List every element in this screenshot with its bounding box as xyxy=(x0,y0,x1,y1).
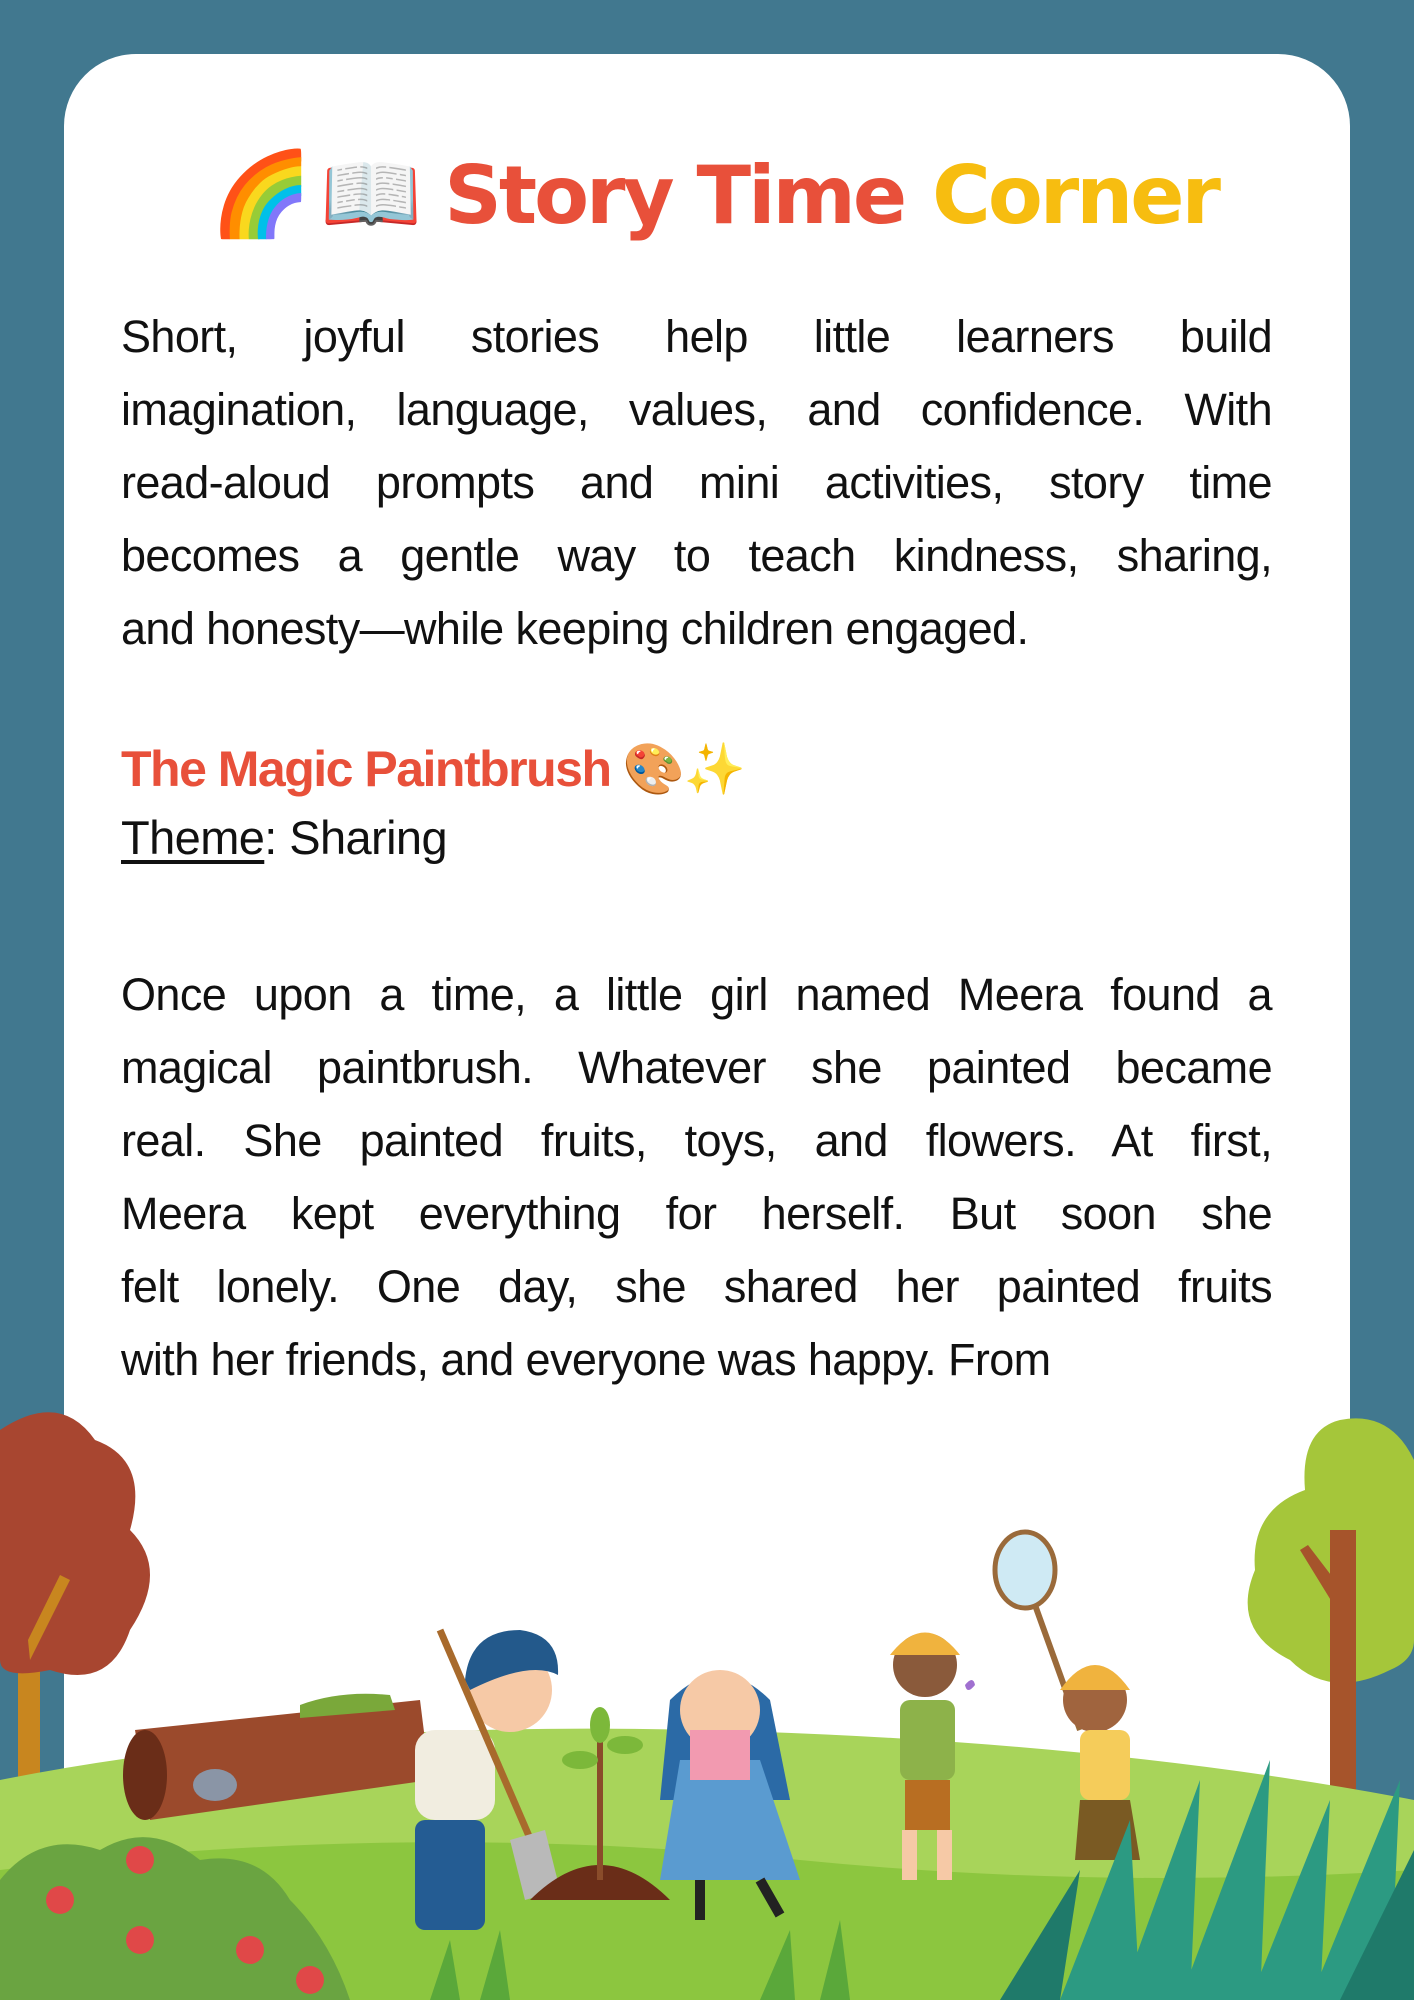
theme-separator: : xyxy=(264,811,277,864)
story-theme xyxy=(121,810,447,865)
intro-line: read-aloud prompts and mini activities, story time xyxy=(121,457,1272,508)
title-story-time: Story Time xyxy=(444,148,905,242)
palette-sparkles-icon: 🎨✨ xyxy=(622,741,745,797)
story-title xyxy=(121,740,744,799)
story-paragraph xyxy=(121,958,1272,1396)
book-icon: 📖 xyxy=(320,149,423,240)
story-line: magical paintbrush. Whatever she painted became xyxy=(121,1042,1272,1093)
theme-label: Theme xyxy=(121,811,265,864)
story-line: Meera kept everything for herself. But soon she xyxy=(121,1188,1272,1239)
intro-line: and honesty—while keeping children engaged. xyxy=(121,603,1029,654)
title-corner: Corner xyxy=(932,148,1218,242)
page-title xyxy=(210,140,1218,250)
rainbow-icon: 🌈 xyxy=(210,149,313,240)
intro-line: Short, joyful stories help little learners build xyxy=(121,311,1272,362)
story-line: real. She painted fruits, toys, and flowers. At first, xyxy=(121,1115,1272,1166)
intro-line: imagination, language, values, and confidence. With xyxy=(121,384,1272,435)
story-title-text: The Magic Paintbrush xyxy=(121,741,611,797)
garden-illustration xyxy=(0,1400,1414,2000)
story-line: felt lonely. One day, she shared her painted fruits xyxy=(121,1261,1272,1312)
intro-paragraph xyxy=(121,300,1272,665)
theme-value: Sharing xyxy=(276,811,448,864)
intro-line: becomes a gentle way to teach kindness, sharing, xyxy=(121,530,1272,581)
story-line: Once upon a time, a little girl named Meera found a xyxy=(121,969,1272,1020)
story-line: with her friends, and everyone was happy. From xyxy=(121,1334,1051,1385)
